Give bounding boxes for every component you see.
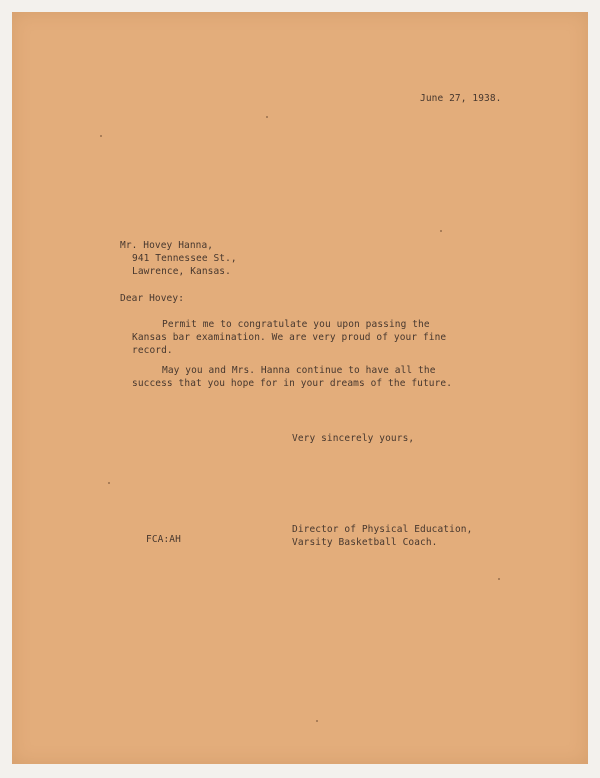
recipient-city: Lawrence, Kansas.: [132, 266, 231, 277]
recipient-street: 941 Tennessee St.,: [132, 253, 237, 264]
paper-speck: [108, 482, 110, 484]
reference-initials: FCA:AH: [146, 534, 181, 545]
salutation: Dear Hovey:: [120, 293, 185, 304]
closing: Very sincerely yours,: [292, 433, 415, 444]
signature-title-line-2: Varsity Basketball Coach.: [292, 537, 438, 548]
letter-sheet: [12, 12, 588, 764]
recipient-name: Mr. Hovey Hanna,: [120, 240, 214, 251]
paper-speck: [316, 720, 318, 722]
paragraph-1-line-3: record.: [132, 345, 173, 356]
paragraph-1-line-1: Permit me to congratulate you upon passing the: [162, 319, 430, 330]
paragraph-1-line-2: Kansas bar examination. We are very proud of your fine: [132, 332, 447, 343]
paper-speck: [100, 135, 102, 137]
signature-title-line-1: Director of Physical Education,: [292, 524, 473, 535]
paper-speck: [266, 116, 268, 118]
paragraph-2-line-2: success that you hope for in your dreams of the future.: [132, 378, 453, 389]
paper-speck: [440, 230, 442, 232]
paper-speck: [498, 578, 500, 580]
letter-date: June 27, 1938.: [420, 93, 502, 104]
paragraph-2-line-1: May you and Mrs. Hanna continue to have all the: [162, 365, 436, 376]
